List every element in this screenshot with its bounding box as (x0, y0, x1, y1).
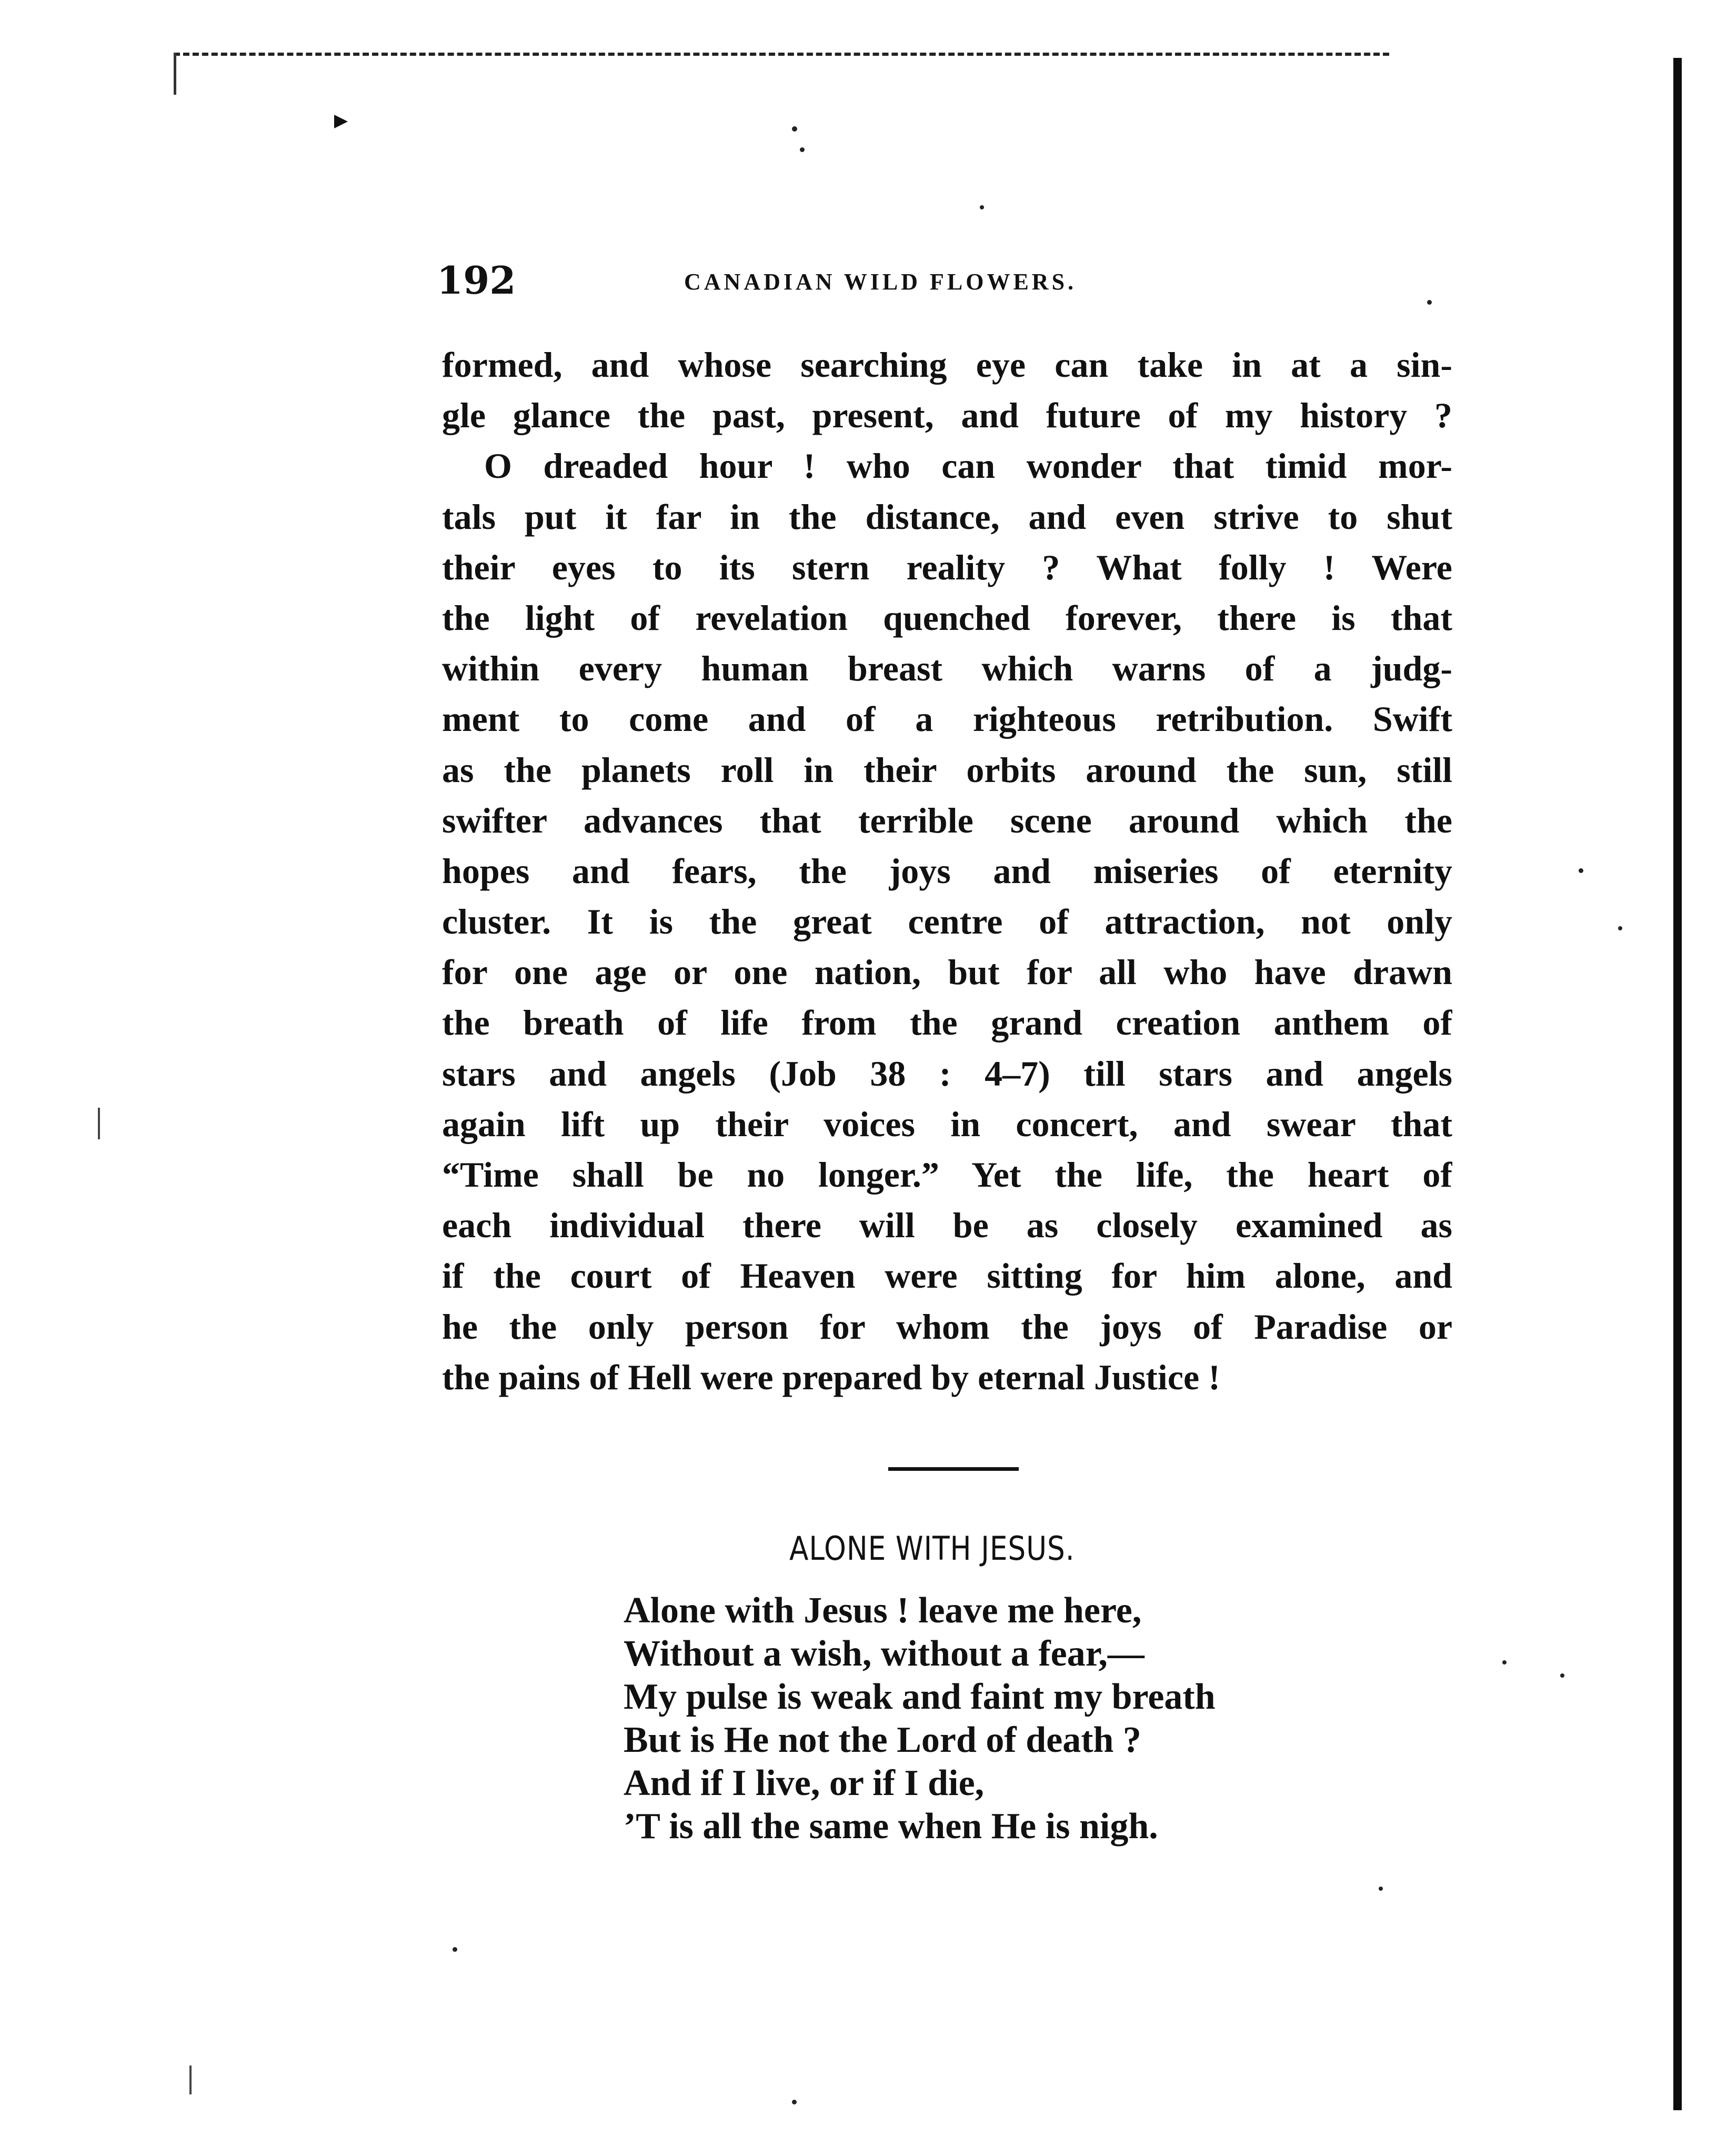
page-number: 192 (437, 258, 516, 303)
speck (1502, 1660, 1507, 1664)
text-line: the pains of Hell were prepared by eternal Justice ! (442, 1357, 1220, 1397)
poem-line: My pulse is weak and faint my breath (624, 1677, 1216, 1717)
top-left-tick (174, 53, 176, 95)
poem-line: Without a wish, without a fear,— (624, 1633, 1144, 1674)
speck (1379, 1887, 1383, 1891)
text-line: again lift up their voices in concert, and swear that (442, 1104, 1452, 1144)
speck (800, 147, 805, 152)
speck (792, 126, 797, 132)
text-line: each individual there will be as closely examined as (442, 1205, 1452, 1246)
speck (453, 1947, 457, 1952)
text-line: he the only person for whom the joys of Paradise or (442, 1306, 1452, 1347)
text-line: “Time shall be no longer.” Yet the life, the heart of (442, 1155, 1452, 1195)
poem-line: Alone with Jesus ! leave me here, (624, 1590, 1142, 1631)
speck (792, 2100, 797, 2104)
text-line: if the court of Heaven were sitting for him alone, and (442, 1256, 1452, 1296)
speck (980, 205, 984, 209)
margin-mark (189, 2065, 192, 2094)
speck (1560, 1673, 1564, 1678)
text-line: as the planets roll in their orbits around the sun, still (442, 749, 1452, 790)
text-line: the breath of life from the grand creation anthem of (442, 1002, 1452, 1043)
text-line: gle glance the past, present, and future of my history ? (442, 395, 1452, 436)
text-line: tals put it far in the distance, and even strive to shut (442, 496, 1452, 537)
arrow-mark (334, 115, 348, 128)
text-line: cluster. It is the great centre of attraction, not only (442, 901, 1452, 942)
speck (1427, 300, 1432, 305)
margin-mark (98, 1108, 100, 1139)
text-line: the light of revelation quenched forever, there is that (442, 597, 1452, 638)
poem-line: And if I live, or if I die, (624, 1763, 985, 1803)
text-line: formed, and whose searching eye can take in at a sin- (442, 345, 1452, 385)
section-divider (888, 1467, 1019, 1471)
speck (1579, 868, 1583, 873)
text-line: hopes and fears, the joys and miseries of eternity (442, 850, 1452, 891)
text-line: swifter advances that terrible scene around which the (442, 800, 1452, 840)
text-line: their eyes to its stern reality ? What folly ! Were (442, 547, 1452, 587)
poem-line: ’T is all the same when He is nigh. (624, 1806, 1158, 1847)
text-line: ment to come and of a righteous retribution. Swift (442, 699, 1452, 739)
right-border-rule (1673, 58, 1682, 2110)
text-line: within every human breast which warns of a judg- (442, 648, 1452, 689)
poem-stanza (624, 1589, 1360, 1848)
running-head: CANADIAN WILD FLOWERS. (684, 269, 1077, 295)
text-line: O dreaded hour ! who can wonder that timid mor- (484, 446, 1452, 486)
body-paragraph (442, 339, 1452, 1402)
poem-title: ALONE WITH JESUS. (789, 1529, 1075, 1568)
page-header (437, 258, 1205, 310)
text-line: for one age or one nation, but for all who have drawn (442, 952, 1452, 992)
top-border-rule (174, 53, 1389, 56)
poem-line: But is He not the Lord of death ? (624, 1720, 1141, 1760)
text-line: stars and angels (Job 38 : 4–7) till stars and angels (442, 1053, 1452, 1094)
speck (1618, 926, 1622, 930)
